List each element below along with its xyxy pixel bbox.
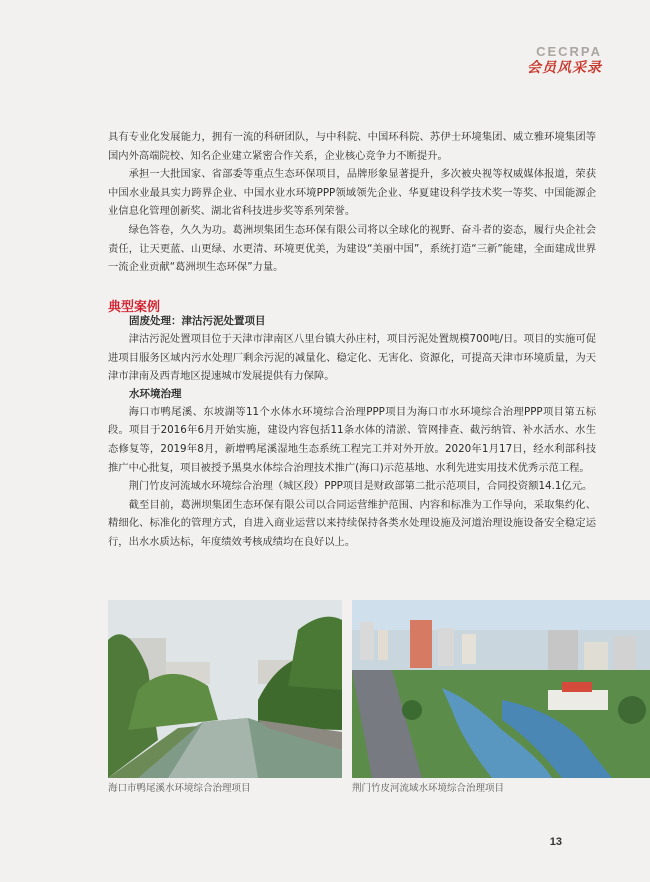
section-title: 典型案例 [108,300,161,315]
case-paragraph: 海口市鸭尾溪、东坡湖等11个水体水环境综合治理PPP项目为海口市水环境综合治理PPP项目第五标段。项目于2016年6月开始实施，建设内容包括11条水体的清淤、管网排查、截污纳管、补水活水、水生态修复等，2019年8月，新增鸭尾溪湿地生态系统工程完工并对外开放。2020年1月17日，经水利部科技推广中心批复，项目被授予黑臭水体综合治理技术推广(海口)示范基地、水利先进实用技术优秀示范工程。 [108,405,596,474]
intro-paragraph: 承担一大批国家、省部委等重点生态环保项目，品牌形象显著提升，多次被央视等权威媒体报道，荣获中国水业最具实力跨界企业、中国水业水环境PPP领域领先企业、华夏建设科学技术奖一等奖、中国能源企业信息化管理创新奖、湖北省科技进步奖等系列荣誉。 [108,168,596,218]
case-paragraph: 荆门竹皮河流域水环境综合治理（城区段）PPP项目是财政部第二批示范项目，合同投资额14.1亿元。 [128,480,593,493]
case-title: 固废处理：津沽污泥处置项目 [129,315,266,327]
case-paragraph: 截至目前，葛洲坝集团生态环保有限公司以合同运营维护范围、内容和标准为工作导向，采取集约化、精细化、标准化的管理方式，自进入商业运营以来持续保持各类水处理设施及河道治理设施设备安全稳定运行，出水水质达标，年度绩效考核成绩均在良好以上。 [108,498,596,548]
brand-logo-en: CECRPA [536,44,602,59]
photo-jingmen-river [352,600,650,778]
intro-paragraph: 绿色答卷，久久为功。葛洲坝集团生态环保有限公司将以全球化的视野、奋斗者的姿态，履行央企社会责任，让天更蓝、山更绿、水更清、环境更优美，为建设“美丽中国”，系统打造“三新”能建，全面建成世界一流企业贡献“葛洲坝生态环保”力量。 [108,223,596,274]
photo-caption: 荆门竹皮河流域水环境综合治理项目 [352,783,505,794]
header-brand [527,44,602,77]
case-title: 水环境治理 [129,387,182,400]
photo-haikou-creek [108,600,342,778]
page-number: 13 [549,836,562,848]
brand-logo-cn: 会员风采录 [527,60,602,76]
case-list [108,313,596,552]
intro-paragraph: 具有专业化发展能力，拥有一流的科研团队，与中科院、中国环科院、苏伊士环境集团、威立雅环境集团等国内外高端院校、知名企业建立紧密合作关系，企业核心竞争力不断提升。 [108,131,596,162]
case-paragraph: 津沽污泥处置项目位于天津市津南区八里台镇大孙庄村，项目污泥处置规模700吨/日。项目的实施可促进项目服务区域内污水处理厂剩余污泥的减量化、稳定化、无害化、资源化，可提高天津市环境质量，为天津市津南及西青地区提速城市发展提供有力保障。 [108,333,596,383]
intro-text [108,128,596,277]
photo-caption: 海口市鸭尾溪水环境综合治理项目 [108,783,251,794]
